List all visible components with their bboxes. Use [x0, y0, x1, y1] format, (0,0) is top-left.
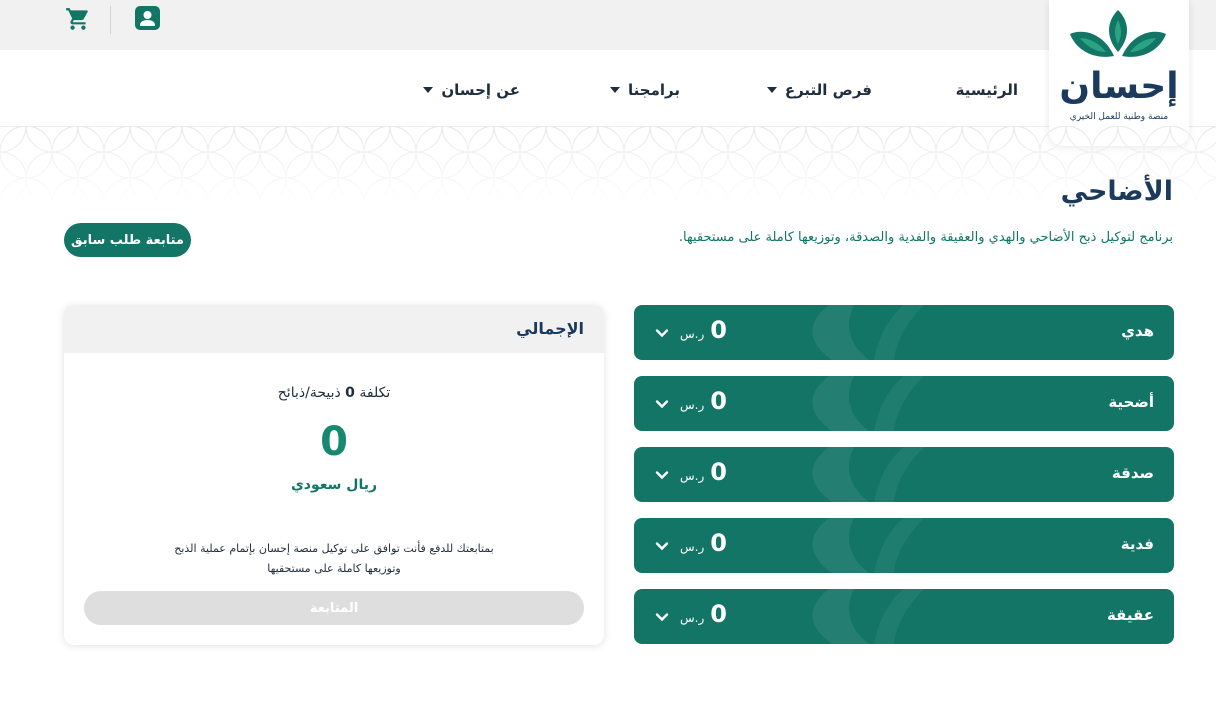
nav-item-donation-opportunities[interactable]: فرص التبرع [767, 78, 872, 102]
chevron-down-icon [767, 87, 777, 93]
chevron-down-icon [654, 325, 670, 341]
chevron-down-icon [654, 467, 670, 483]
total-amount: 0 [320, 419, 348, 465]
category-row-fidya[interactable]: فدية ر.س 0 [634, 518, 1174, 573]
top-utility-bar [0, 0, 1216, 50]
summary-card [64, 305, 604, 645]
continue-button[interactable]: المتابعة [84, 591, 584, 625]
user-icon[interactable] [135, 6, 160, 30]
logo-tagline: منصة وطنية للعمل الخيري [1069, 112, 1169, 122]
category-row-udhiya[interactable]: أضحية ر.س 0 [634, 376, 1174, 431]
cart-icon[interactable] [64, 6, 92, 32]
page-title: الأضاحي [1060, 176, 1173, 207]
page-subtitle: برنامج لتوكيل ذبح الأضاحي والهدي والعقيقة والفدية والصدقة، وتوزيعها كاملة على مستحقيها. [678, 230, 1173, 245]
cost-line: تكلفة 0 ذبيحة/ذبائح [277, 385, 391, 401]
logo-leaves-icon [1068, 8, 1168, 64]
summary-title: الإجمالي [516, 319, 584, 338]
chevron-down-icon [654, 538, 670, 554]
chevron-down-icon [610, 87, 620, 93]
chevron-down-icon [654, 609, 670, 625]
nav-item-about[interactable]: عن إحسان [423, 78, 520, 102]
category-row-sadaqa[interactable]: صدقة ر.س 0 [634, 447, 1174, 502]
track-previous-order-button[interactable]: متابعة طلب سابق [64, 223, 191, 257]
nav-item-home[interactable]: الرئيسية [955, 81, 1018, 99]
logo[interactable] [1049, 0, 1189, 146]
chevron-down-icon [423, 87, 433, 93]
consent-text: بمتابعتك للدفع فأنت توافق على توكيل منصة إحسان بإتمام عملية الذبح وتوزيعها كاملة على مستحقيها [174, 542, 494, 575]
category-row-aqiqa[interactable]: عقيقة ر.س 0 [634, 589, 1174, 644]
logo-wordmark: إحسان [1059, 66, 1179, 107]
decorative-pattern [0, 126, 1216, 206]
topbar-divider [110, 6, 111, 34]
nav-item-programs[interactable]: برامجنا [610, 78, 680, 102]
category-row-hady[interactable]: هدي ر.س 0 [634, 305, 1174, 360]
total-currency: ريال سعودي [290, 477, 378, 493]
chevron-down-icon [654, 396, 670, 412]
main-navbar [0, 50, 1216, 126]
